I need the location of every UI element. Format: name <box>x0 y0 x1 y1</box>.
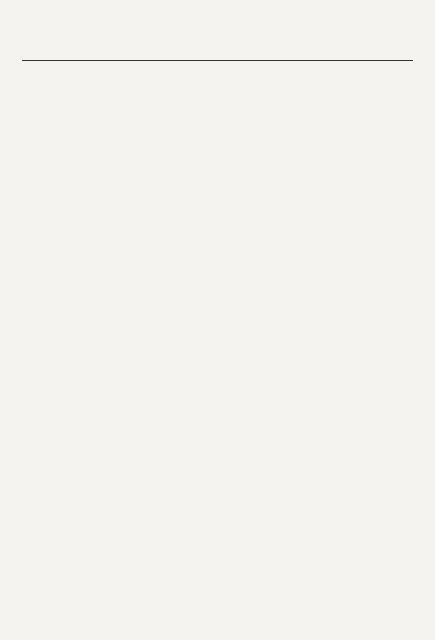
header-rule <box>22 60 413 61</box>
